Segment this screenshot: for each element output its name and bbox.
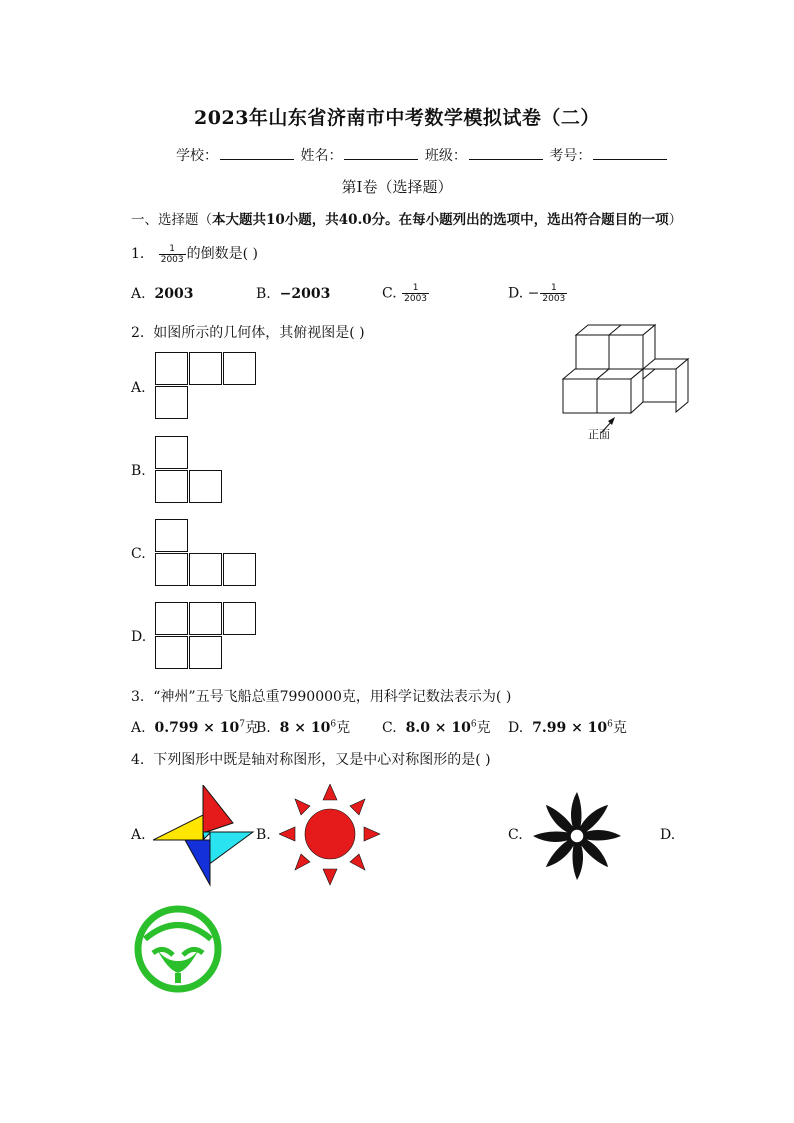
fraction <box>159 244 186 265</box>
grid-cell <box>189 352 222 385</box>
name-label: 姓名： <box>300 148 343 164</box>
option-exponent: 6 <box>470 719 477 730</box>
option-value: −2003 <box>279 286 331 302</box>
school-label: 学校： <box>176 148 218 164</box>
class-blank[interactable] <box>469 147 543 160</box>
grid-cell <box>189 636 222 669</box>
q3-option-b[interactable] <box>256 717 350 737</box>
fraction-numerator: 1 <box>169 243 176 254</box>
grid-cell <box>155 636 188 669</box>
grid-cell <box>155 470 188 503</box>
option-label: D. <box>508 285 524 302</box>
solid-figure-diagram <box>558 322 698 446</box>
question-1 <box>131 243 258 265</box>
option-unit: 克 <box>476 720 491 736</box>
fraction <box>540 283 567 304</box>
fraction-numerator: 1 <box>550 283 557 293</box>
q4-option-c-label[interactable]: C. <box>508 827 523 843</box>
q2-option-b-label[interactable]: B. <box>131 463 146 479</box>
option-unit: 克 <box>612 720 627 736</box>
question-number: 4. <box>131 752 145 768</box>
fraction <box>402 283 429 304</box>
grid-cell <box>155 436 188 469</box>
exam-no-blank[interactable] <box>593 147 667 160</box>
option-exponent: 7 <box>239 719 246 730</box>
q2-option-d-grid[interactable] <box>155 602 259 672</box>
q3-option-d[interactable] <box>508 717 627 737</box>
grid-cell <box>223 352 256 385</box>
option-value: 2003 <box>154 286 194 302</box>
question-text: 的倒数是( ) <box>186 246 258 262</box>
grid-cell <box>155 352 188 385</box>
option-label: C. <box>382 285 397 302</box>
student-info-line <box>176 145 669 165</box>
option-unit: 克 <box>245 720 260 736</box>
question-3 <box>131 686 511 706</box>
question-text: “神州”五号飞船总重7990000克，用科学记数法表示为( ) <box>153 689 512 705</box>
question-number: 1. <box>131 246 145 262</box>
grid-cell <box>189 602 222 635</box>
option-base: 7.99 × 10 <box>532 720 608 736</box>
sun-icon[interactable] <box>279 784 381 886</box>
page-title: 2023年山东省济南市中考数学模拟试卷（二） <box>194 107 600 129</box>
option-label: A. <box>131 720 146 736</box>
q2-option-c-grid[interactable] <box>155 519 259 589</box>
class-label: 班级： <box>424 148 467 164</box>
question-number: 3. <box>131 689 145 705</box>
option-base: 8.0 × 10 <box>405 720 471 736</box>
fraction-numerator: 1 <box>412 283 419 293</box>
grid-cell <box>223 553 256 586</box>
section-instruction <box>131 208 682 228</box>
option-exponent: 6 <box>607 719 613 730</box>
grid-cell <box>189 470 222 503</box>
q4-option-a-label[interactable]: A. <box>131 827 146 843</box>
question-4 <box>131 749 491 769</box>
question-text: 如图所示的几何体，其俯视图是( ) <box>153 325 365 341</box>
grid-cell <box>223 602 256 635</box>
question-text: 下列图形中既是轴对称图形，又是中心对称图形的是( ) <box>153 752 491 768</box>
option-label: A. <box>131 286 146 302</box>
option-base: 0.799 × 10 <box>154 720 240 736</box>
grid-cell <box>155 519 188 552</box>
question-number: 2. <box>131 325 145 341</box>
name-blank[interactable] <box>344 147 418 160</box>
instruction-bold: 本大题共10小题，共40.0分。在每小题列出的选项中，选出符合题目的一项 <box>212 212 669 228</box>
green-food-logo-icon[interactable] <box>133 903 223 995</box>
grid-cell <box>155 553 188 586</box>
q3-option-a[interactable] <box>131 717 259 737</box>
section-heading: 第Ⅰ卷（选择题） <box>341 178 453 196</box>
flower-icon[interactable] <box>531 790 623 882</box>
q4-option-b-label[interactable]: B. <box>256 827 271 843</box>
q2-option-a-label[interactable]: A. <box>131 380 146 396</box>
instruction-prefix: 一、选择题（ <box>131 212 212 228</box>
grid-cell <box>155 602 188 635</box>
option-label: C. <box>382 720 397 736</box>
fraction-denominator: 2003 <box>160 254 184 265</box>
q2-option-d-label[interactable]: D. <box>131 629 147 645</box>
option-label: D. <box>508 720 524 736</box>
q4-option-d-label[interactable]: D. <box>660 827 676 843</box>
question-2 <box>131 322 365 342</box>
q2-option-b-grid[interactable] <box>155 436 225 506</box>
grid-cell <box>155 386 188 419</box>
option-base: 8 × 10 <box>279 720 331 736</box>
q2-option-a-grid[interactable] <box>155 352 259 422</box>
minus-sign: − <box>527 285 540 302</box>
grid-cell <box>189 553 222 586</box>
q3-option-c[interactable] <box>382 717 491 737</box>
instruction-suffix: ） <box>668 212 683 228</box>
q2-option-c-label[interactable]: C. <box>131 546 146 562</box>
option-exponent: 6 <box>330 719 337 730</box>
q1-option-d[interactable] <box>508 283 568 304</box>
exam-no-label: 考号： <box>549 148 592 164</box>
fraction-denominator: 2003 <box>542 294 566 304</box>
fraction-denominator: 2003 <box>404 294 428 304</box>
pinwheel-icon[interactable] <box>153 785 257 887</box>
school-blank[interactable] <box>220 147 294 160</box>
option-label: B. <box>256 286 271 302</box>
q1-option-c[interactable] <box>382 283 430 304</box>
option-unit: 克 <box>336 720 351 736</box>
option-label: B. <box>256 720 271 736</box>
front-label: 正面 <box>588 428 610 441</box>
q1-option-a[interactable] <box>131 286 193 302</box>
q1-option-b[interactable] <box>256 286 330 302</box>
